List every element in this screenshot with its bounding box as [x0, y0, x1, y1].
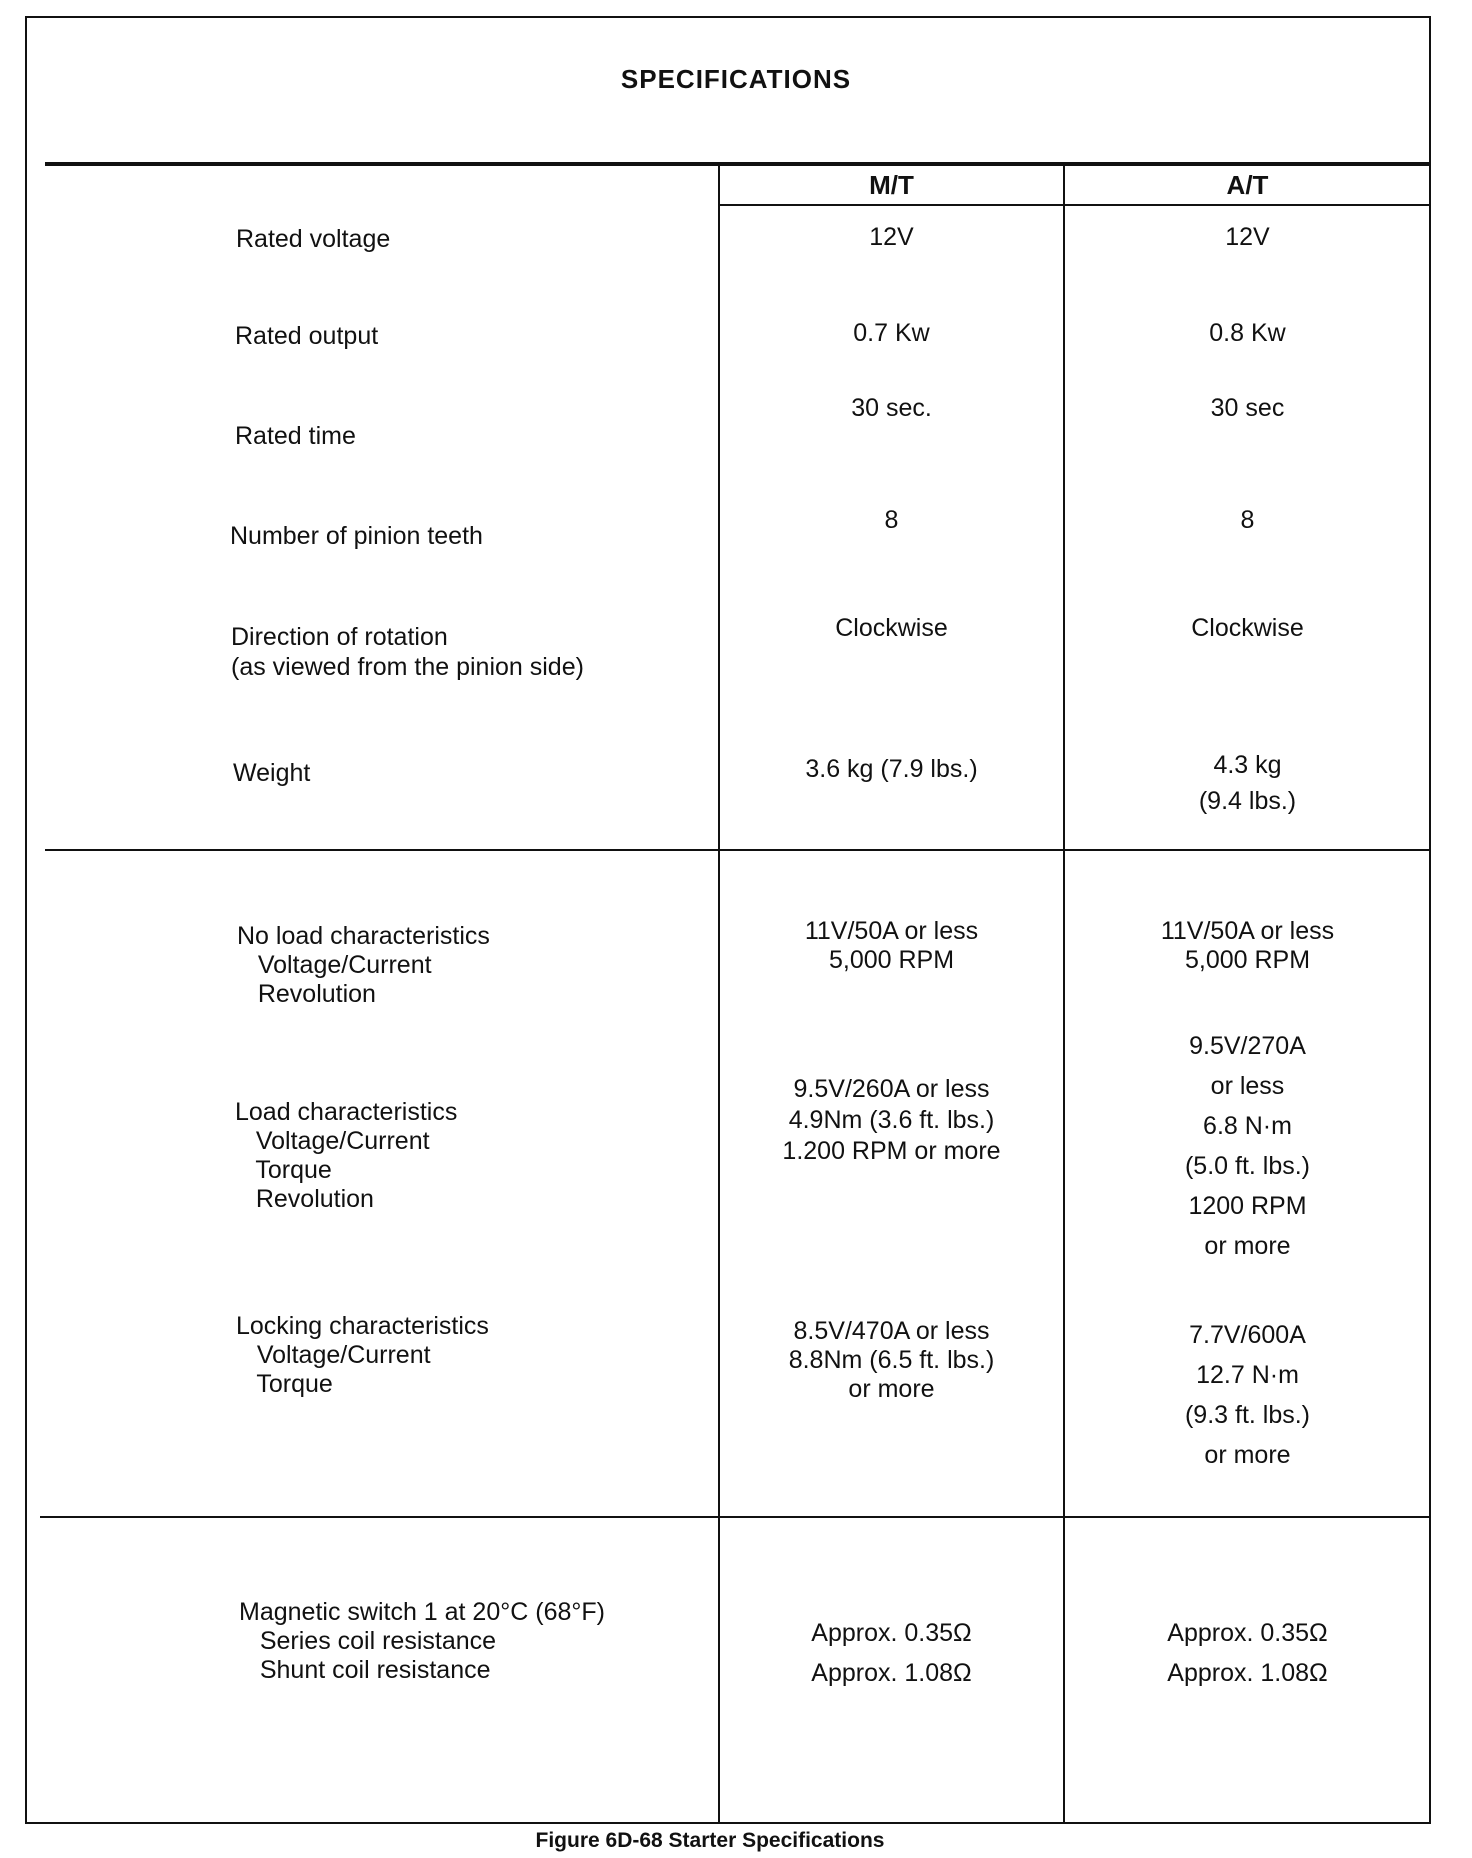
row-mt-rated-output: 0.7 Kw — [853, 319, 930, 347]
row-at-rated-output: 0.8 Kw — [1209, 319, 1286, 347]
column-header-rule — [720, 204, 1430, 206]
row-at-load: 9.5V/270A or less 6.8 N·m (5.0 ft. lbs.) 1200 RPM or more — [1184, 1032, 1311, 1260]
row-label-rated-time: Rated time — [235, 422, 356, 450]
column-header-at: A/T — [1226, 170, 1269, 200]
row-mt-no-load: 11V/50A or less 5,000 RPM — [804, 917, 979, 974]
row-at-magnetic-switch: Approx. 0.35Ω Approx. 1.08Ω — [1167, 1619, 1328, 1687]
row-mt-pinion-teeth: 8 — [884, 506, 899, 534]
row-mt-rated-time: 30 sec. — [851, 394, 932, 422]
page-title: SPECIFICATIONS — [620, 64, 852, 94]
column-header-mt: M/T — [869, 170, 914, 200]
row-at-rotation: Clockwise — [1191, 614, 1304, 642]
row-label-load: Load characteristics Voltage/Current Torque Revolution — [235, 1098, 458, 1213]
row-at-no-load: 11V/50A or less 5,000 RPM — [1160, 917, 1335, 974]
row-mt-load: 9.5V/260A or less 4.9Nm (3.6 ft. lbs.) 1.200 RPM or more — [782, 1075, 1001, 1165]
row-label-rated-output: Rated output — [235, 322, 379, 350]
row-mt-weight: 3.6 kg (7.9 lbs.) — [805, 755, 978, 783]
row-label-magnetic-switch: Magnetic switch 1 at 20°C (68°F) Series coil resistance Shunt coil resistance — [239, 1598, 605, 1684]
row-label-weight: Weight — [233, 759, 311, 787]
row-at-weight: 4.3 kg (9.4 lbs.) — [1198, 751, 1297, 815]
row-label-rated-voltage: Rated voltage — [236, 225, 391, 253]
row-mt-rotation: Clockwise — [835, 614, 948, 642]
row-label-pinion-teeth: Number of pinion teeth — [230, 522, 483, 550]
figure-caption: Figure 6D-68 Starter Specifications — [535, 1829, 885, 1852]
row-mt-magnetic-switch: Approx. 0.35Ω Approx. 1.08Ω — [811, 1619, 972, 1687]
row-mt-locking: 8.5V/470A or less 8.8Nm (6.5 ft. lbs.) or more — [788, 1317, 995, 1403]
section-rule-1 — [45, 849, 1430, 851]
section-rule-2 — [40, 1516, 1430, 1518]
row-at-pinion-teeth: 8 — [1240, 506, 1255, 534]
header-rule — [45, 162, 1430, 166]
row-label-locking: Locking characteristics Voltage/Current Torque — [236, 1312, 489, 1398]
row-at-locking: 7.7V/600A 12.7 N·m (9.3 ft. lbs.) or more — [1184, 1321, 1311, 1469]
row-label-no-load: No load characteristics Voltage/Current Revolution — [237, 922, 490, 1008]
row-label-rotation: Direction of rotation (as viewed from the pinion side) — [231, 623, 584, 681]
row-at-rated-voltage: 12V — [1225, 223, 1270, 251]
row-mt-rated-voltage: 12V — [869, 223, 914, 251]
row-at-rated-time: 30 sec — [1210, 394, 1285, 422]
